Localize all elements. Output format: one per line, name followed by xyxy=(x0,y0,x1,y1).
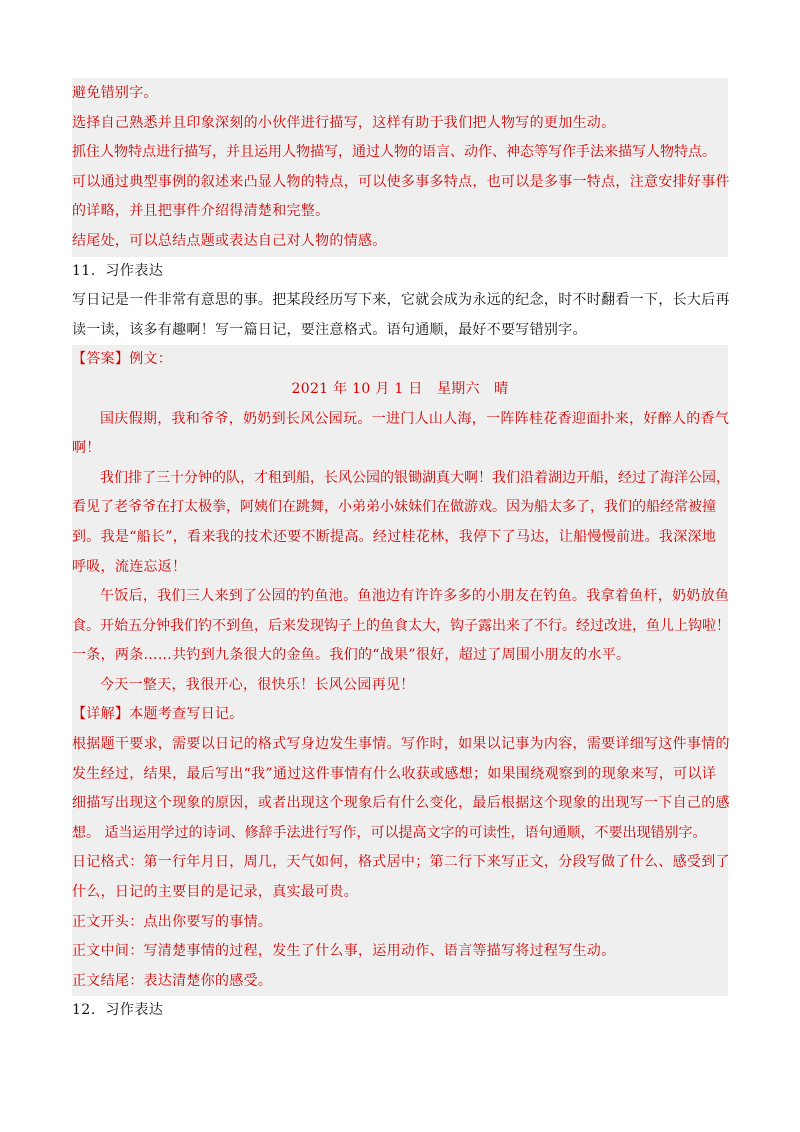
explanation-label: 【详解】本题考查写日记。 xyxy=(72,706,244,723)
essay-line: 食。开始五分钟我们钓不到鱼，后来发现钩子上的鱼食太大，钩子露出来了不行。经过改进，鱼儿上钩啦！ xyxy=(72,617,730,634)
explanation-line: 什么，日记的主要目的是记录，真实最可贵。 xyxy=(72,884,358,901)
question-12-title: 12．习作表达 xyxy=(72,1002,164,1019)
question-11-title: 11．习作表达 xyxy=(72,262,164,279)
text-line: 选择自己熟悉并且印象深刻的小伙伴进行描写，这样有助于我们把人物写的更加生动。 xyxy=(72,114,616,131)
explanation-line: 发生经过，结果，最后写出“我”通过这件事情有什么收获或感想；如果围绕观察到的现象来写，可以详 xyxy=(72,765,717,782)
essay-line: 啊！ xyxy=(72,440,101,457)
document-page xyxy=(72,78,728,1026)
explanation-line: 正文结尾：表达清楚你的感受。 xyxy=(72,972,273,989)
essay-line: 看见了老爷爷在打太极拳，阿姨们在跳舞，小弟弟小妹妹们在做游戏。因为船太多了，我们的船经常被撞 xyxy=(72,499,716,516)
explanation-line: 细描写出现这个现象的原因，或者出现这个现象后有什么变化，最后根据这个现象的出现写一下自己的感 xyxy=(72,795,730,812)
text-line: 结尾处，可以总结点题或表达自己对人物的情感。 xyxy=(72,232,387,249)
explanation-line: 根据题干要求，需要以日记的格式写身边发生事情。写作时，如果以记事为内容，需要详细写这件事情的 xyxy=(72,736,730,753)
essay-line: 午饭后，我们三人来到了公园的钓鱼池。鱼池边有许许多多的小朋友在钓鱼。我拿着鱼杆，奶奶放鱼 xyxy=(100,588,730,605)
diary-date-line: 2021 年 10 月 1 日 星期六 晴 xyxy=(291,380,509,397)
previous-answer-block xyxy=(72,78,728,257)
question-11-prompt-line: 写日记是一件非常有意思的事。把某段经历写下来，它就会成为永远的纪念，时不时翻看一下，长大后再 xyxy=(72,292,730,309)
text-line: 可以通过典型事例的叙述来凸显人物的特点，可以使多事多特点，也可以是多事一特点，注意安排好事件 xyxy=(72,173,730,190)
explanation-line: 想。 适当运用学过的诗词、修辞手法进行写作，可以提高文字的可读性，语句通顺，不要出现错别字。 xyxy=(72,824,707,841)
essay-line: 一条，两条……共钓到九条很大的金鱼。我们的“战果”很好，超过了周围小朋友的水平。 xyxy=(72,647,631,664)
answer-block xyxy=(72,345,728,996)
text-line: 抓住人物特点进行描写，并且运用人物描写，通过人物的语言、动作、神态等写作手法来描写人物特点。 xyxy=(72,144,716,161)
explanation-line: 正文开头：点出你要写的事情。 xyxy=(72,913,273,930)
essay-line: 我们排了三十分钟的队，才租到船，长风公园的银锄湖真大啊！我们沿着湖边开船，经过了海洋公园， xyxy=(100,469,730,486)
essay-line: 到。我是“船长”，看来我的技术还要不断提高。经过桂花林，我停下了马达，让船慢慢前进。我深深地 xyxy=(72,528,717,545)
explanation-line: 正文中间：写清楚事情的过程，发生了什么事，运用动作、语言等描写将过程写生动。 xyxy=(72,943,616,960)
text-line: 避免错别字。 xyxy=(72,85,158,101)
essay-line: 国庆假期，我和爷爷，奶奶到长风公园玩。一进门人山人海，一阵阵桂花香迎面扑来，好醉人的香气 xyxy=(100,410,730,427)
explanation-line: 日记格式：第一行年月日，周几，天气如何，格式居中；第二行下来写正文，分段写做了什么、感受到了 xyxy=(72,854,730,871)
essay-line: 呼吸，流连忘返！ xyxy=(72,558,187,575)
text-line: 的详略，并且把事件介绍得清楚和完整。 xyxy=(72,203,330,220)
essay-line: 今天一整天，我很开心，很快乐！长风公园再见！ xyxy=(100,676,415,693)
answer-label: 【答案】例文： xyxy=(72,351,173,368)
question-11-prompt-line: 读一读，该多有趣啊！写一篇日记，要注意格式。语句通顺，最好不要写错别字。 xyxy=(72,321,587,338)
